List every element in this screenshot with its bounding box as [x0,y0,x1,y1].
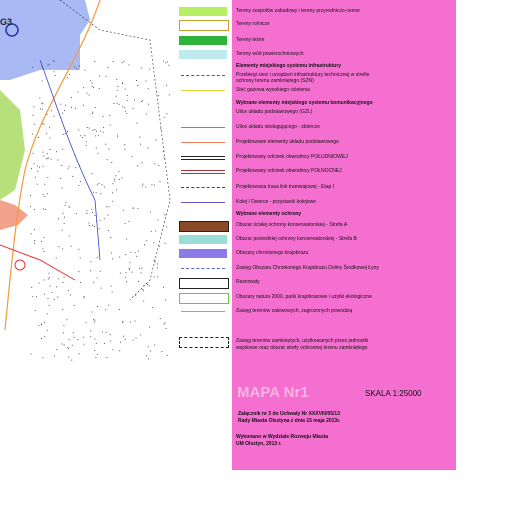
legend-item-label: Sieć gazowa wysokiego ciśnienia [236,87,310,93]
legend-item-label: Rezerwaty [236,279,260,285]
legend-item-label: Obszary chronionego krajobrazu [236,250,309,256]
legend-item-label: ochrony terenu zamkniętego (SZN) [236,78,314,84]
legend-symbol [179,7,227,16]
legend-symbol [179,235,227,244]
legend-item-label: Projektowane elementy układu podstawowego [236,139,339,145]
legend-symbol [179,86,227,95]
legend-symbol [179,153,227,162]
legend-symbol [179,307,227,316]
legend-item-label: Tereny rolnicze [236,21,270,27]
legend-symbol [179,264,227,273]
legend-item-label: Ulice układu podstawowego (GZL) [236,109,313,115]
legend-symbol [179,293,229,304]
legend-symbol [179,278,229,289]
legend-item-label: Przebiegi sieci i urządzeń infrastruktury technicznej w strefie [236,72,370,78]
legend-symbol [179,123,227,132]
footer-line-1: Załącznik nr 3 do Uchwały Nr XXXVIII/05/13 [238,411,340,417]
legend-item-label: Projektowany odcinek obwodnicy POŁUDNIOWEJ [236,154,348,160]
legend-symbol [179,20,229,31]
legend-item-label: Tereny wód powierzchniowych [236,51,304,57]
map-green-zone [0,90,25,200]
legend-symbol [179,71,227,80]
legend-item-label: Wybrane elementy miejskiego systemu komunikacyjnego [236,100,373,106]
legend-symbol [179,198,227,207]
legend-item-label: Zasięg Obszaru Chronionego Krajobrazu Doliny Środkowej Łyny [236,265,379,271]
footer-line-4: UM Olsztyn, 2013 r. [236,441,282,447]
map-title: MAPA Nr1 [237,384,309,401]
map-label: G3 [0,17,13,27]
legend-item-label: wojskowe oraz obszar strefy ochronnej terenu zamkniętego [236,345,368,351]
map-roundabout [15,260,25,270]
legend-symbol [179,337,229,348]
legend-item-label: Kolej / Dworce - przystanki kolejowe [236,199,317,205]
legend-symbol [179,36,227,45]
legend-item-label: Obszary natura 2000, parki krajobrazowe i użytki ekologiczne [236,294,372,300]
map-scale: SKALA 1:25000 [365,389,422,398]
legend-item-label: Ulice układu obsługującego - zbiorcze [236,124,320,130]
legend-item-label: Tereny zespołów zabudowy i tereny przyrodniczo-cenne [236,8,360,14]
footer-line-2: Rady Miasta Olsztyna z dnia 15 maja 2013r. [238,418,341,424]
legend-item-label: Tereny leśne [236,37,265,43]
legend-item-label: Zasięg terenów zalewowych, zagrożonych powodzią [236,308,353,314]
legend-symbol [179,183,227,192]
legend-item-label: Zasięg terenów zamkniętych, użytkowanych przez jednostki [236,338,369,344]
footer-line-3: Wykonano w Wydziale Rozwoju Miasta [236,434,329,440]
map-salmon-zone [0,200,28,230]
legend-item-label: Projektowana trasa linii tramwajowej - Etap I [236,184,335,190]
legend-item-label: Wybrane elementy ochrony [236,211,302,217]
legend-symbol [179,221,229,232]
legend-item-label: Projektowany odcinek obwodnicy POŁNOCNEJ [236,168,342,174]
legend-symbol [179,108,227,117]
legend-item-label: Obszar pośredniej ochrony konserwatorskiej - Strefa B [236,236,357,242]
legend-symbol [179,249,227,258]
legend-symbol [179,138,227,147]
map-area [0,0,175,370]
map-settlement-dots [30,60,170,360]
legend-item-label: Elementy miejskiego systemu infrastruktury [236,63,342,69]
map-road-red [0,245,75,280]
legend-symbol [179,50,227,59]
map-road-blue [40,60,100,260]
legend-symbol [179,167,227,176]
legend-item-label: Obszar ścisłej ochrony konserwatorskiej - Strefa A [236,222,348,228]
